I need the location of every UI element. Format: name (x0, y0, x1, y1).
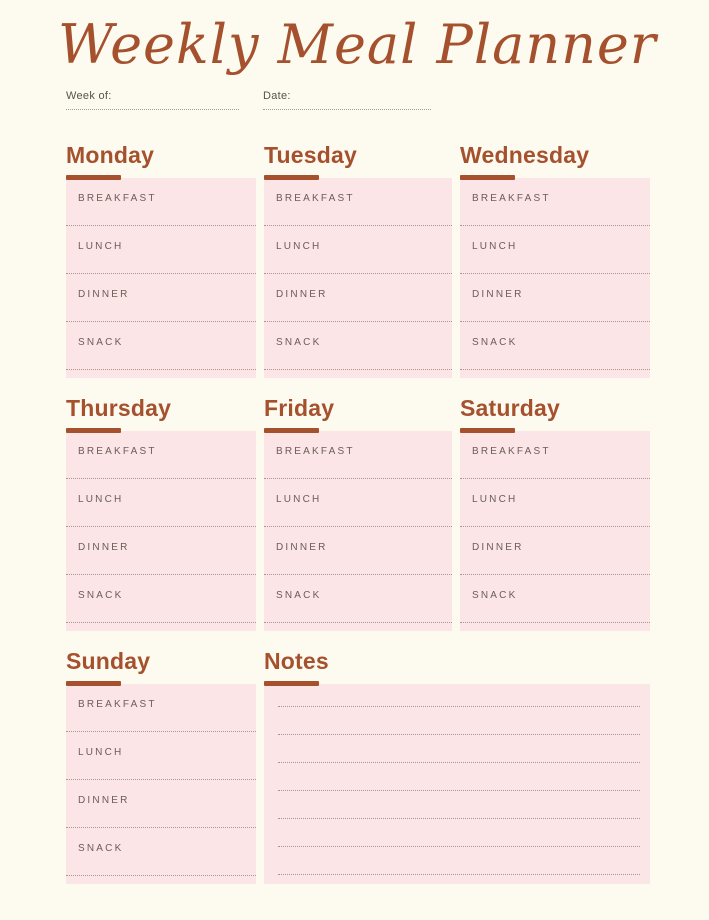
day-card-friday (264, 431, 452, 631)
meal-slot-breakfast-saturday[interactable] (460, 431, 650, 479)
note-writing-line[interactable] (278, 763, 640, 791)
day-heading-wednesday: Wednesday (460, 142, 590, 168)
meal-label-dinner: DINNER (78, 542, 130, 553)
meal-label-snack: SNACK (78, 590, 124, 601)
card-footer (460, 623, 650, 631)
meal-slot-lunch-saturday[interactable] (460, 479, 650, 527)
meal-slot-snack-wednesday[interactable] (460, 322, 650, 370)
meal-slot-snack-thursday[interactable] (66, 575, 256, 623)
note-writing-line[interactable] (278, 707, 640, 735)
meal-slot-dinner-monday[interactable] (66, 274, 256, 322)
week-of-label: Week of: (66, 90, 112, 102)
day-card-tuesday (264, 178, 452, 378)
meal-label-dinner: DINNER (472, 542, 524, 553)
notes-heading: Notes (264, 648, 329, 674)
meal-label-lunch: LUNCH (78, 241, 124, 252)
heading-underline-bar (264, 175, 319, 180)
meal-slot-dinner-sunday[interactable] (66, 780, 256, 828)
meal-label-breakfast: BREAKFAST (276, 193, 355, 204)
meal-label-lunch: LUNCH (472, 241, 518, 252)
meal-slot-lunch-sunday[interactable] (66, 732, 256, 780)
page-title: Weekly Meal Planner (58, 13, 657, 76)
planner-row (66, 141, 650, 378)
date-label: Date: (263, 90, 291, 102)
week-of-input-line[interactable] (66, 109, 239, 110)
day-heading-tuesday: Tuesday (264, 142, 358, 168)
heading-underline-bar (66, 681, 121, 686)
day-cell-monday (66, 141, 256, 378)
note-writing-line[interactable] (278, 819, 640, 847)
meal-slot-dinner-wednesday[interactable] (460, 274, 650, 322)
meal-slot-dinner-thursday[interactable] (66, 527, 256, 575)
day-cell-thursday (66, 394, 256, 631)
meal-slot-dinner-friday[interactable] (264, 527, 452, 575)
meal-slot-breakfast-friday[interactable] (264, 431, 452, 479)
day-heading-saturday: Saturday (460, 395, 561, 421)
card-footer (460, 370, 650, 378)
meal-label-lunch: LUNCH (276, 494, 322, 505)
heading-underline-bar (66, 428, 121, 433)
heading-underline-bar (460, 428, 515, 433)
meal-slot-breakfast-thursday[interactable] (66, 431, 256, 479)
meal-label-breakfast: BREAKFAST (78, 193, 157, 204)
planner-grid (66, 141, 650, 884)
meal-slot-snack-monday[interactable] (66, 322, 256, 370)
meal-slot-snack-tuesday[interactable] (264, 322, 452, 370)
meal-slot-snack-saturday[interactable] (460, 575, 650, 623)
day-card-thursday (66, 431, 256, 631)
meal-slot-breakfast-tuesday[interactable] (264, 178, 452, 226)
day-cell-friday (264, 394, 452, 631)
meal-label-snack: SNACK (78, 843, 124, 854)
meal-slot-lunch-thursday[interactable] (66, 479, 256, 527)
date-input-line[interactable] (263, 109, 431, 110)
meal-label-snack: SNACK (276, 590, 322, 601)
meal-label-dinner: DINNER (78, 289, 130, 300)
card-footer (66, 623, 256, 631)
header-fields (66, 90, 709, 110)
meal-slot-dinner-tuesday[interactable] (264, 274, 452, 322)
day-card-sunday (66, 684, 256, 884)
meal-slot-breakfast-monday[interactable] (66, 178, 256, 226)
day-heading-thursday: Thursday (66, 395, 172, 421)
meal-label-breakfast: BREAKFAST (472, 193, 551, 204)
meal-label-lunch: LUNCH (472, 494, 518, 505)
planner-row (66, 394, 650, 631)
note-writing-line[interactable] (278, 791, 640, 819)
day-card-monday (66, 178, 256, 378)
notes-card (264, 684, 650, 884)
meal-slot-lunch-tuesday[interactable] (264, 226, 452, 274)
meal-label-lunch: LUNCH (78, 494, 124, 505)
card-footer (264, 623, 452, 631)
meal-label-dinner: DINNER (276, 289, 328, 300)
meal-label-lunch: LUNCH (78, 747, 124, 758)
day-heading-friday: Friday (264, 395, 335, 421)
meal-label-snack: SNACK (276, 337, 322, 348)
meal-label-breakfast: BREAKFAST (78, 699, 157, 710)
note-writing-line[interactable] (278, 735, 640, 763)
meal-label-breakfast: BREAKFAST (276, 446, 355, 457)
meal-label-snack: SNACK (472, 337, 518, 348)
meal-slot-snack-friday[interactable] (264, 575, 452, 623)
meal-slot-lunch-friday[interactable] (264, 479, 452, 527)
planner-row (66, 647, 650, 884)
meal-label-dinner: DINNER (472, 289, 524, 300)
meal-label-breakfast: BREAKFAST (472, 446, 551, 457)
card-footer (66, 876, 256, 884)
day-cell-tuesday (264, 141, 452, 378)
meal-slot-snack-sunday[interactable] (66, 828, 256, 876)
meal-label-dinner: DINNER (78, 795, 130, 806)
day-heading-sunday: Sunday (66, 648, 151, 674)
note-writing-line[interactable] (278, 684, 640, 707)
card-footer (264, 370, 452, 378)
meal-label-dinner: DINNER (276, 542, 328, 553)
day-cell-sunday (66, 647, 256, 884)
meal-label-breakfast: BREAKFAST (78, 446, 157, 457)
card-footer (66, 370, 256, 378)
meal-label-snack: SNACK (472, 590, 518, 601)
day-card-saturday (460, 431, 650, 631)
meal-slot-lunch-monday[interactable] (66, 226, 256, 274)
day-card-wednesday (460, 178, 650, 378)
meal-slot-breakfast-sunday[interactable] (66, 684, 256, 732)
meal-label-lunch: LUNCH (276, 241, 322, 252)
meal-slot-breakfast-wednesday[interactable] (460, 178, 650, 226)
day-cell-saturday (460, 394, 650, 631)
heading-underline-bar (460, 175, 515, 180)
day-cell-wednesday (460, 141, 650, 378)
heading-underline-bar (66, 175, 121, 180)
day-heading-monday: Monday (66, 142, 155, 168)
meal-planner-page (0, 2, 709, 920)
notes-cell (264, 647, 650, 884)
heading-underline-bar (264, 428, 319, 433)
meal-slot-lunch-wednesday[interactable] (460, 226, 650, 274)
week-of-field (66, 90, 239, 110)
meal-label-snack: SNACK (78, 337, 124, 348)
date-field (263, 90, 431, 110)
meal-slot-dinner-saturday[interactable] (460, 527, 650, 575)
note-writing-line[interactable] (278, 847, 640, 875)
heading-underline-bar (264, 681, 319, 686)
